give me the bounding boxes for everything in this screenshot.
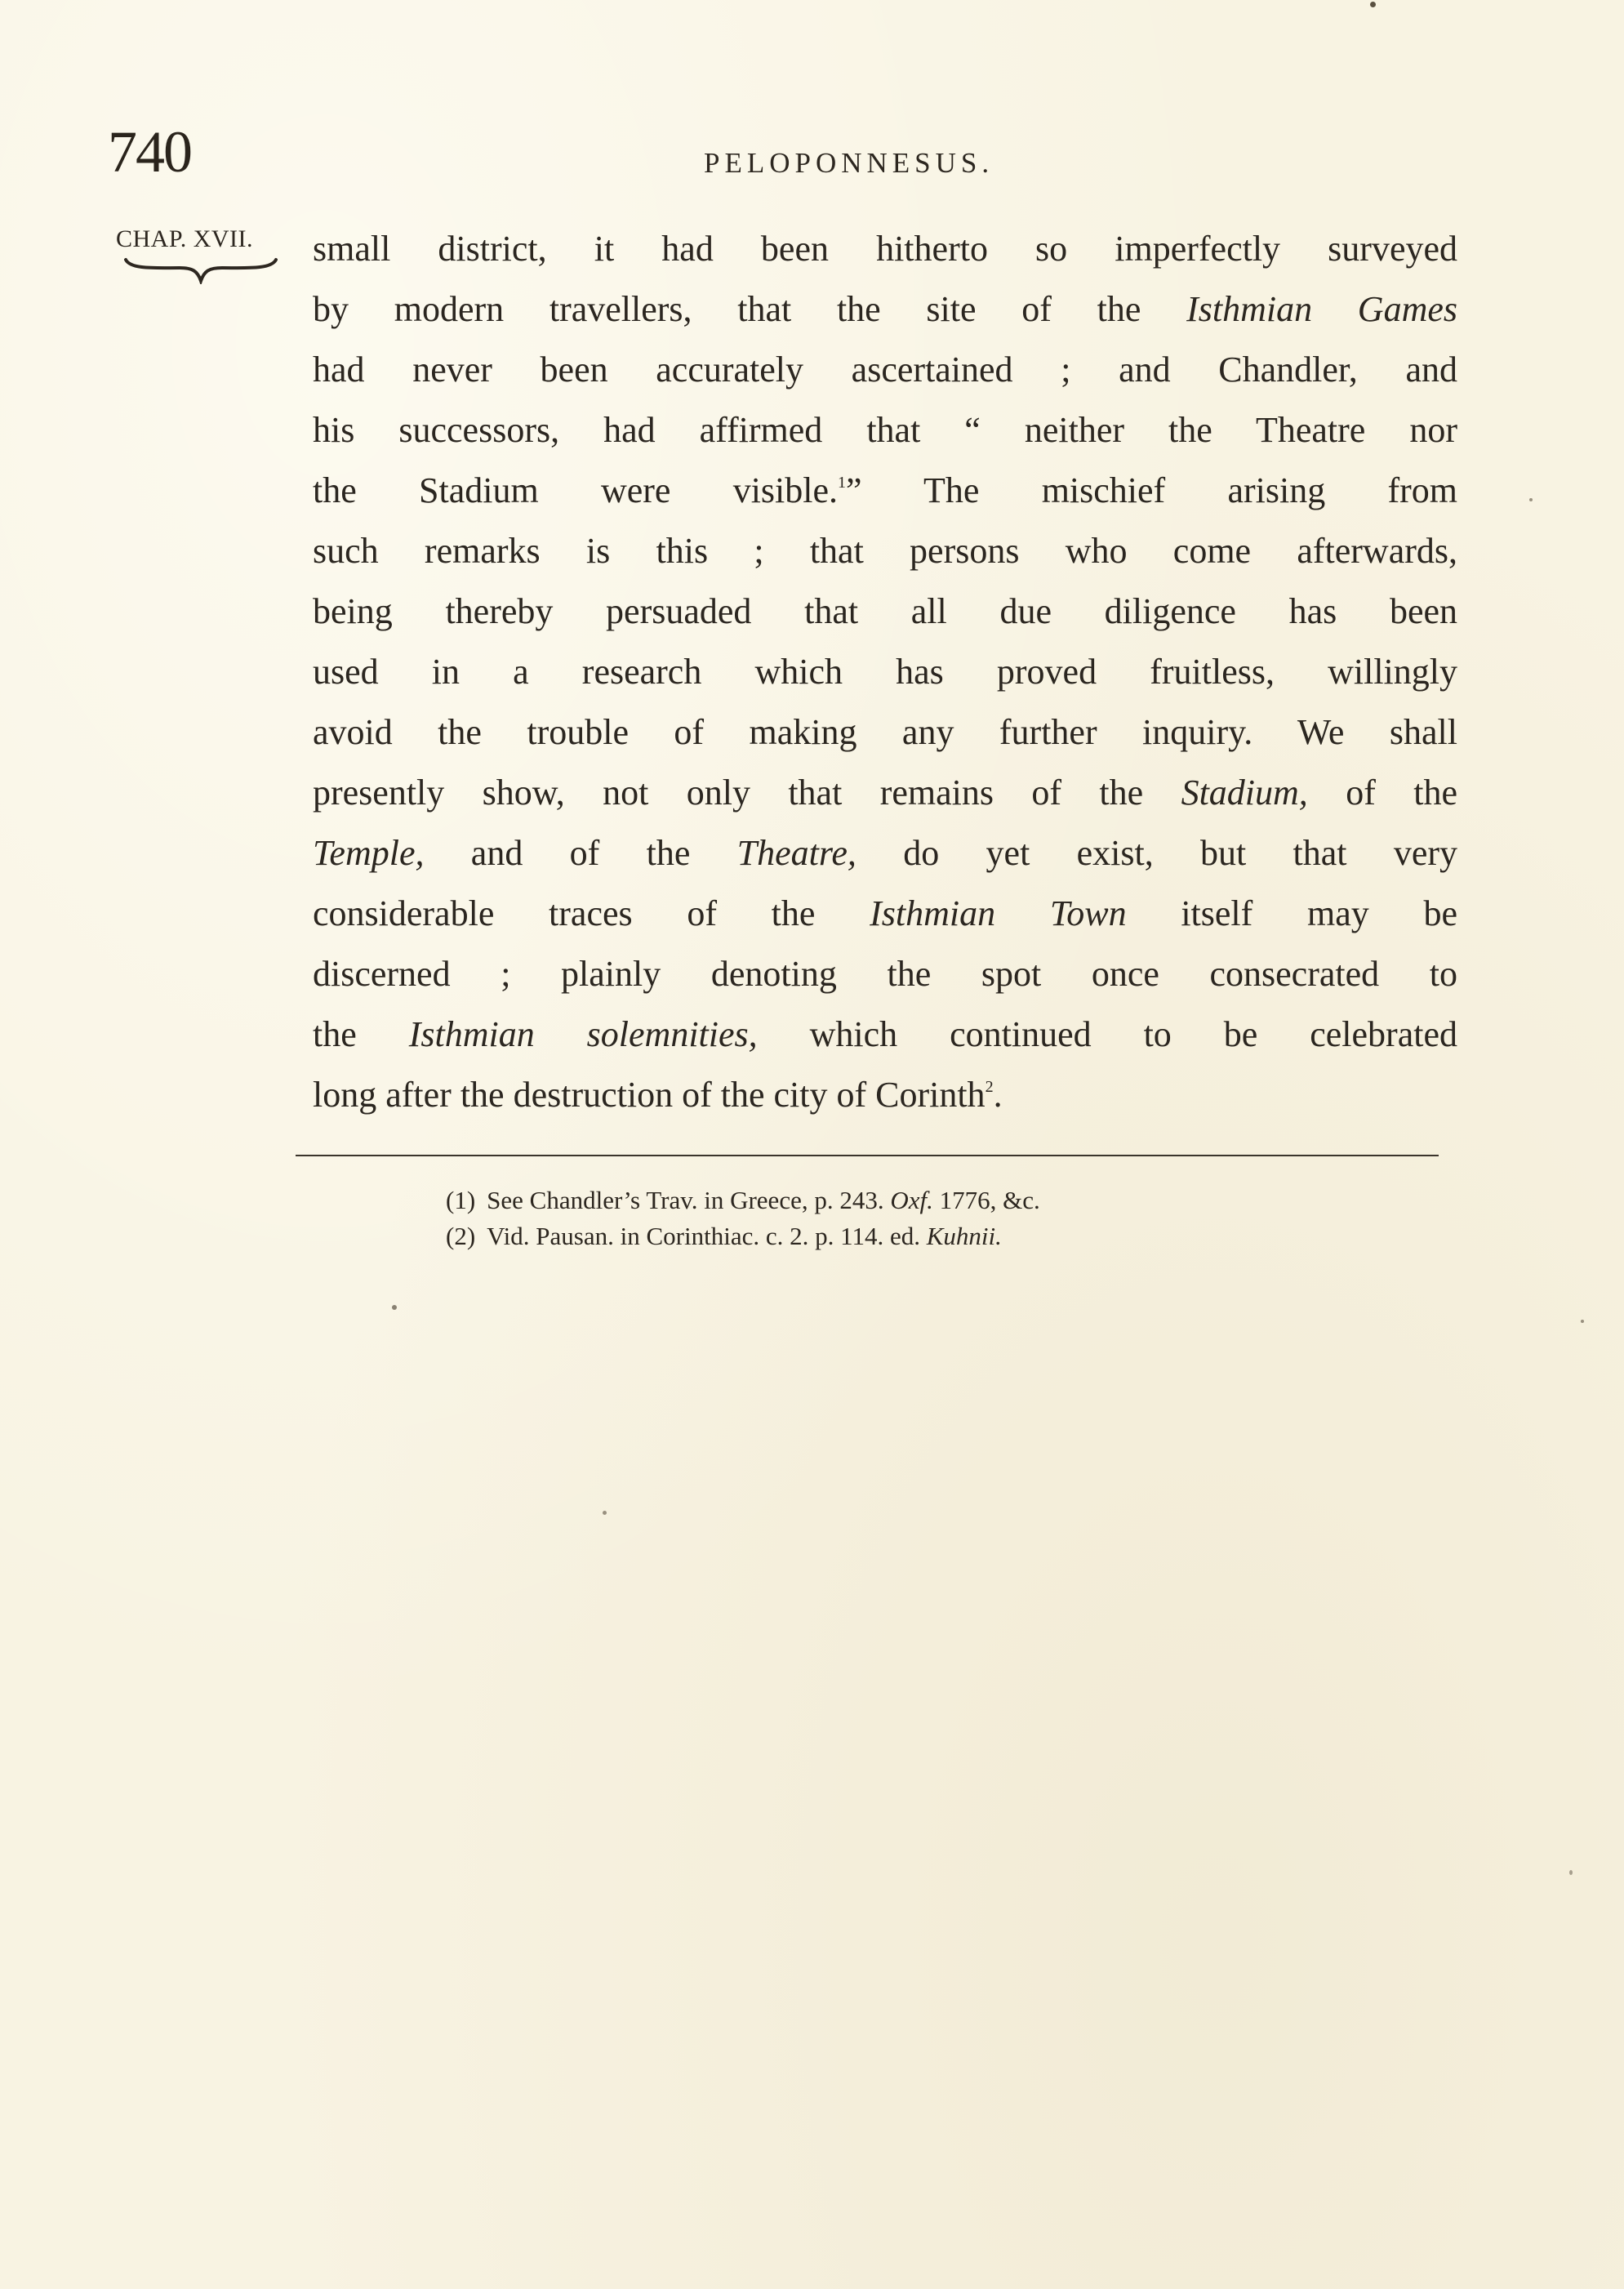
italic-text: Temple, [313, 833, 425, 873]
paper-speck [1529, 498, 1533, 501]
text-line [313, 340, 1457, 400]
text-segment: had never been accurately ascertained ; and Chandler, and [313, 350, 1457, 390]
page-number: 740 [108, 119, 191, 185]
text-segment: considerable traces of the [313, 893, 870, 933]
paper-speck [1581, 1320, 1584, 1323]
text-segment: such remarks is this ; that persons who come afterwards, [313, 531, 1457, 571]
chapter-brace-ornament [122, 256, 279, 284]
text-line [313, 884, 1457, 944]
text-segment: long after the destruction of the city of Corinth [313, 1075, 986, 1115]
text-segment: being thereby persuaded that all due diligence has been [313, 591, 1457, 631]
text-segment: itself may be [1126, 893, 1457, 933]
italic-text: Isthmian Town [870, 893, 1127, 933]
text-line [313, 400, 1457, 461]
text-segment: . [993, 1075, 1003, 1115]
text-segment: See Chandler’s Trav. in Greece, p. 243. [487, 1186, 891, 1214]
italic-text: Isthmian Games [1186, 289, 1457, 329]
running-title: PELOPONNESUS. [704, 147, 994, 179]
text-segment: by modern travellers, that the site of the [313, 289, 1187, 329]
text-segment: ” The mischief arising from [846, 470, 1457, 510]
text-line [313, 823, 1457, 884]
text-line [313, 1004, 1457, 1065]
chapter-marginal-label: CHAP. XVII. [116, 225, 254, 252]
text-segment: do yet exist, but that very [856, 833, 1457, 873]
text-line [313, 763, 1457, 823]
italic-text: Isthmian solemnities, [408, 1014, 758, 1054]
paper-speck [392, 1305, 397, 1310]
paper-speck [1569, 1870, 1573, 1875]
text-line [313, 279, 1457, 340]
body-paragraph [313, 219, 1457, 1125]
text-line [313, 1065, 1457, 1125]
text-line [313, 461, 1457, 521]
text-line [313, 642, 1457, 702]
text-segment: the Stadium were visible. [313, 470, 839, 510]
text-segment: discerned ; plainly denoting the spot once consecrated to [313, 954, 1457, 994]
footnote-number: (1) [446, 1186, 476, 1214]
footnote [446, 1182, 1040, 1218]
paper-speck [1370, 2, 1376, 7]
footnote [446, 1218, 1040, 1254]
text-line [313, 219, 1457, 279]
text-segment: Vid. Pausan. in Corinthiac. c. 2. p. 114. ed. [487, 1222, 927, 1250]
text-segment: small district, it had been hitherto so imperfectly surveyed [313, 229, 1457, 269]
text-segment: his successors, had affirmed that “ neither the Theatre nor [313, 410, 1457, 450]
footnote-ref: 2 [985, 1078, 994, 1096]
italic-text: Theatre, [736, 833, 856, 873]
text-segment: and of the [424, 833, 737, 873]
text-segment: the [313, 1014, 409, 1054]
text-line [313, 944, 1457, 1004]
italic-text: Oxf. [890, 1186, 933, 1214]
text-segment: presently show, not only that remains of the [313, 773, 1181, 813]
italic-text: Kuhnii. [926, 1222, 1002, 1250]
text-segment: which continued to be celebrated [757, 1014, 1457, 1054]
text-line [313, 581, 1457, 642]
text-segment: avoid the trouble of making any further inquiry. We shall [313, 712, 1457, 752]
paper-speck [603, 1511, 607, 1515]
text-line [313, 702, 1457, 763]
text-segment: used in a research which has proved fruitless, willingly [313, 652, 1457, 692]
text-segment: 1776, &c. [932, 1186, 1040, 1214]
footnotes [446, 1182, 1040, 1254]
footnote-number: (2) [446, 1222, 476, 1250]
text-segment: of the [1307, 773, 1457, 813]
footnote-rule [296, 1155, 1439, 1156]
text-line [313, 521, 1457, 581]
footnote-ref: 1 [838, 474, 847, 492]
italic-text: Stadium, [1181, 773, 1308, 813]
